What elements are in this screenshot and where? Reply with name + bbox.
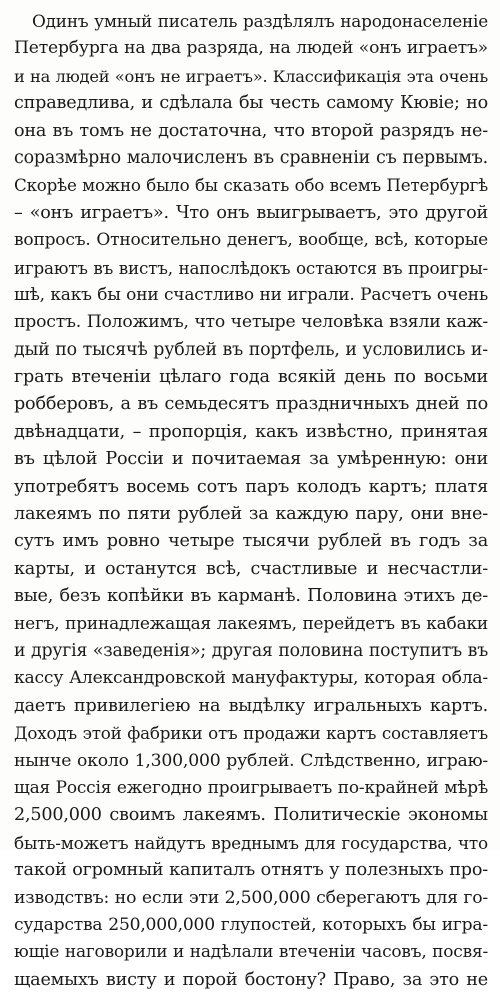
text-line: соразмѣрно малочисленъ въ сравненіи съ первымъ. [14, 147, 488, 168]
text-line: вопросъ. Относительно денегъ, вообще, всѣ, которые [14, 230, 488, 251]
body-paragraph [14, 8, 488, 994]
text-line: карты, и останутся всѣ, счастливые и несчастли- [14, 558, 488, 579]
text-line: ющіе наговорили и надѣлали втеченіи часовъ, посвя- [14, 942, 488, 963]
text-line: сутъ имъ ровно четыре тысячи рублей въ годъ за [14, 531, 488, 552]
text-line: лакеямъ по пяти рублей за каждую пару, они вне- [14, 504, 488, 525]
text-line: сударства 250,000,000 глупостей, которыхъ бы игра- [14, 914, 488, 935]
text-line: и другія «заведенія»; другая половина поступитъ въ [14, 640, 488, 661]
text-line: справедлива, и сдѣлала бы честь самому Кювіе; но [14, 93, 488, 114]
text-line: употребятъ восемь сотъ паръ колодъ картъ; платя [14, 476, 488, 497]
text-line: въ цѣлой Россіи и почитаемая за умѣренную: они [14, 449, 488, 470]
text-line: быть-можетъ найдутъ вреднымъ для государства, что [14, 832, 488, 853]
text-line: вые, безъ копѣйки въ карманѣ. Половина этихъ де- [14, 586, 488, 607]
text-line: негъ, принадлежащая лакеямъ, перейдетъ въ кабаки [14, 613, 488, 634]
text-line: щаемыхъ висту и порой бостону? Право, за это не [14, 969, 488, 990]
text-line: простъ. Положимъ, что четыре человѣка взяли каж- [14, 312, 488, 333]
text-line: – «онъ играетъ». Что онъ выигрываетъ, это другой [14, 202, 488, 223]
text-line: кассу Александровской мануфактуры, которая обла- [14, 668, 488, 689]
text-line: нынче около 1,300,000 рублей. Слѣдственно, играю- [14, 750, 488, 771]
text-line: двѣнадцати, – пропорція, какъ извѣстно, принятая [14, 421, 488, 442]
text-line: шѣ, какъ бы они счастливо ни играли. Расчетъ очень [14, 284, 488, 305]
text-line: грать втеченіи цѣлаго года всякій день по восьми [14, 367, 488, 388]
text-line: Скорѣе можно было бы сказать обо всемъ Петербургѣ [14, 175, 488, 196]
text-line: изводствъ: но если эти 2,500,000 сберегаютъ для го- [14, 887, 488, 908]
text-line: 2,500,000 своимъ лакеямъ. Политическіе экономы [14, 805, 488, 826]
text-line: такой огромный капиталъ отнятъ у полезныхъ про- [14, 860, 488, 881]
text-line: и на людей «онъ не играетъ». Классификація эта очень [14, 66, 488, 86]
text-line: Доходъ этой фабрики отъ продажи картъ составляетъ [14, 723, 488, 744]
text-line: щая Россія ежегодно проигрываетъ по-крайней мѣрѣ [14, 777, 488, 798]
text-line: робберовъ, а въ семьдесятъ праздничныхъ дней по [14, 394, 488, 415]
text-line: Петербурга на два разряда, на людей «онъ играетъ» [14, 38, 488, 59]
text-line: она въ томъ не достаточна, что второй разрядъ не- [14, 120, 488, 141]
text-line: Одинъ умный писатель раздѣлялъ народонаселеніе [32, 11, 488, 31]
text-line: дый по тысячѣ рублей въ портфель, и условились и- [14, 339, 488, 360]
text-line: играютъ въ вистъ, напослѣдокъ остаются въ проигры- [14, 257, 488, 278]
text-line: даетъ привилегіею на выдѣлку игральныхъ картъ. [14, 695, 488, 716]
